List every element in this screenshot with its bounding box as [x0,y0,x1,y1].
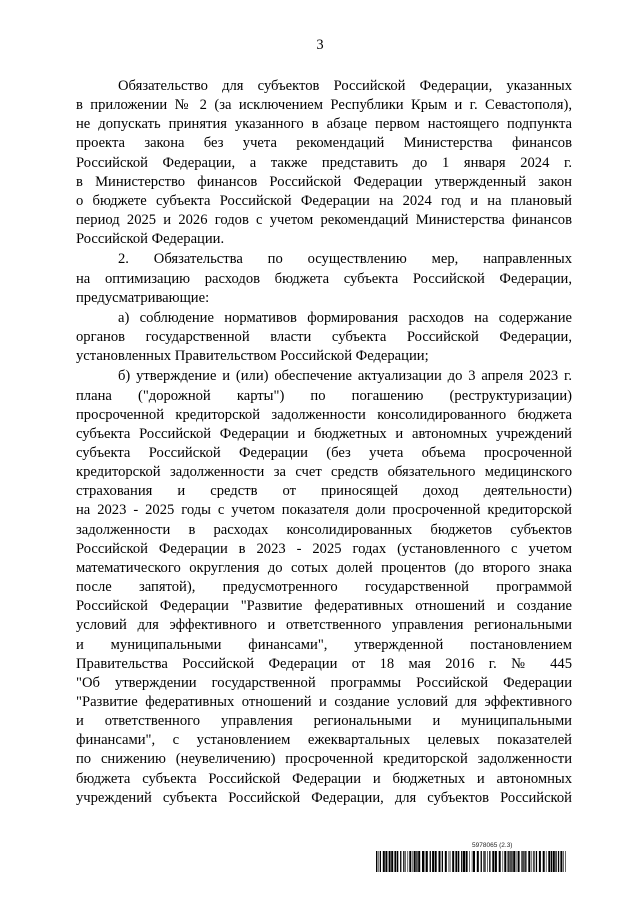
barcode-bar [525,851,526,872]
barcode-bar [416,851,417,872]
text-line: условий для эффективного и ответственного управления региональными [76,617,572,634]
barcode-image [376,851,568,872]
barcode-bar [385,851,387,872]
text-line: кредиторской задолженности за счет средств обязательного медицинского [76,464,572,481]
text-line: плана ("дорожной карты") по погашению (реструктуризации) [76,387,572,404]
barcode-bar [503,851,504,872]
barcode-bar [397,851,398,872]
barcode-bar [543,851,545,872]
barcode-bar [528,851,530,872]
barcode-bar [469,851,470,872]
barcode-bar [523,851,524,872]
barcode-bar [472,851,473,872]
barcode-bar [513,851,515,872]
barcode-bar [380,851,381,872]
text-line: страхования и средств от приносящей доход деятельности) [76,483,572,500]
barcode-bar [563,851,564,872]
barcode-bar [450,851,451,872]
barcode-bar [439,851,441,872]
barcode-bar [463,851,465,872]
barcode-bar [483,851,484,872]
barcode-bar [418,851,420,872]
barcode-bar [511,851,512,872]
barcode-bar [565,851,566,872]
text-line: установленных Правительством Российской Федерации; [76,348,429,365]
barcode-bar [477,851,479,872]
barcode-bar [394,851,396,872]
barcode-bar [383,851,385,872]
barcode-bar [533,851,534,872]
text-line: в приложении № 2 (за исключением Республики Крым и г. Севастополя), [76,97,572,114]
barcode-bar [481,851,482,872]
barcode-bar [492,851,494,872]
barcode-bar [455,851,457,872]
text-line: о бюджете субъекта Российской Федерации на 2024 год и на плановый [76,192,572,209]
barcode-bar [432,851,434,872]
text-line: финансами", с установлением ежеквартальных целевых показателей [76,732,572,749]
text-line: субъекта Российской Федерации и бюджетных и автономных учреждений [76,425,572,442]
text-line: учреждений субъекта Российской Федерации, для субъектов Российской [76,789,572,806]
barcode-bar [391,851,393,872]
barcode-bar [548,851,550,872]
text-line: Российской Федерации. [76,231,225,248]
barcode-bar [426,851,428,872]
barcode-bar [484,851,485,872]
barcode-bar [403,851,404,872]
document-body [76,77,572,809]
barcode-bar [389,851,391,872]
barcode-bar [405,851,406,872]
barcode-bar [521,851,522,872]
barcode-bar [466,851,468,872]
page-number: 3 [316,37,324,53]
barcode-bar [473,851,475,872]
barcode-bar [555,851,556,872]
barcode-bar [516,851,517,872]
paragraph [76,77,572,249]
barcode-bar [489,851,490,872]
text-line: не допускать принятия указанного в абзаце первом настоящего подпункта [76,116,572,133]
barcode-bar [376,851,377,872]
barcode-bar [560,851,562,872]
text-line: органов государственной власти субъекта Российской Федерации, [76,329,572,346]
barcode-bar [495,851,497,872]
barcode-bar [400,851,401,872]
text-line: и муниципальными финансами", утвержденной постановлением [76,636,572,653]
barcode-bar [422,851,424,872]
barcode-bar [425,851,426,872]
text-line: 2. Обязательства по осуществлению мер, направленных [118,251,572,268]
barcode-bar [449,851,450,872]
text-line: в Министерство финансов Российской Федерации утвержденный закон [76,173,572,190]
barcode-bar [461,851,462,872]
text-line: на оптимизацию расходов бюджета субъекта Российской Федерации, [76,270,572,287]
barcode-bar [435,851,437,872]
barcode-bar [442,851,443,872]
barcode-bar [508,851,509,872]
text-line: Российской Федерации "Развитие федеративных отношений и создание [76,598,572,615]
text-line: бюджета субъекта Российской Федерации и бюджетных и автономных [76,770,572,787]
barcode-bar [458,851,459,872]
text-line: математического округления до сотых долей процентов (до второго знака [76,559,572,576]
text-line: Правительства Российской Федерации от 18 мая 2016 г. № 445 [76,655,572,672]
text-line: период 2025 и 2026 годов с учетом рекомендаций Министерства финансов [76,212,572,229]
barcode-bar [504,851,506,872]
barcode-bar [413,851,414,872]
text-line: и ответственного управления региональными и муниципальными [76,713,572,730]
barcode-bar [536,851,537,872]
paragraph [76,367,572,808]
barcode-bar [445,851,447,872]
text-line: по снижению (неувеличению) просроченной кредиторской задолженности [76,751,572,768]
text-line: "Развитие федеративных отношений и создание условий для эффективного [76,694,572,710]
text-line: Российской Федерации в 2023 - 2025 годах (установленного с учетом [76,540,572,557]
barcode-bar [408,851,409,872]
barcode-bar [539,851,541,872]
text-line: а) соблюдение нормативов формирования расходов на содержание [118,309,572,326]
text-line: предусматривающие: [76,289,210,306]
barcode-bar [409,851,411,872]
barcode-bar [487,851,488,872]
barcode-bar [430,851,431,872]
barcode-bar [553,851,555,872]
paragraph [76,309,572,366]
barcode-bar [518,851,520,872]
barcode-number: 5978065 (2.3) [472,842,513,849]
barcode-bar [558,851,559,872]
text-line: Обязательство для субъектов Российской Федерации, указанных [118,78,572,94]
text-line: б) утверждение и (или) обеспечение актуализации до 3 апреля 2023 г. [118,368,572,385]
text-line: просроченной кредиторской задолженности консолидированного бюджета [76,406,572,423]
barcode-bar [532,851,533,872]
text-line: Российской Федерации, а также представить до 1 января 2024 г. [76,154,572,171]
text-line: "Об утверждении государственной программы Российской Федерации [76,674,572,691]
barcode-bar [378,851,379,872]
text-line: на 2023 - 2025 годы с учетом показателя доли просроченной кредиторской [76,502,572,519]
barcode-bar [546,851,547,872]
text-line: субъекта Российской Федерации (без учета объема просроченной [76,444,572,461]
barcode-bar [551,851,552,872]
paragraph [76,250,572,307]
text-line: проекта закона без учета рекомендаций Министерства финансов [76,135,572,152]
text-line: задолженности в расходах консолидированных бюджетов субъектов [76,521,572,538]
barcode-bar [499,851,501,872]
barcode-bar [414,851,416,872]
text-line: после запятой), предусмотренного государственной программой [76,579,572,596]
barcode-bar [509,851,510,872]
barcode-bar [452,851,454,872]
